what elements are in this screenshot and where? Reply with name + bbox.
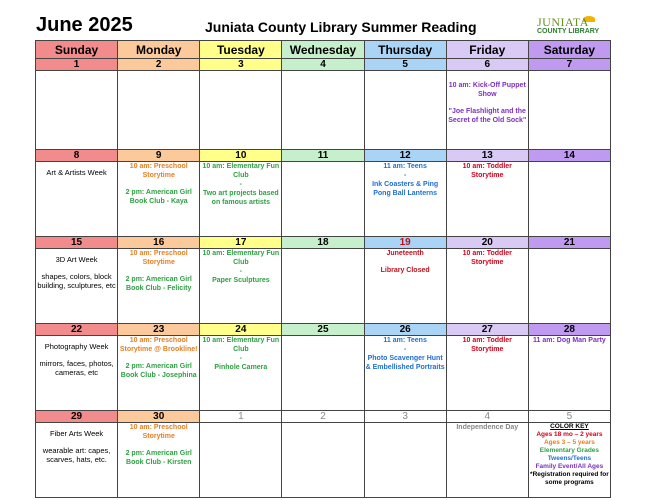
event-text: 10 am: Elementary Fun Club	[202, 337, 280, 353]
date-number: 1	[200, 411, 282, 423]
date-number: 4	[282, 59, 364, 71]
day-cell	[282, 336, 364, 411]
date-number: 22	[36, 324, 118, 336]
date-number: 7	[528, 59, 610, 71]
day-cell	[446, 423, 528, 498]
color-key-item: Tweens/Teens	[547, 455, 592, 462]
date-number: 15	[36, 237, 118, 249]
event-text: Library Closed	[380, 267, 430, 274]
day-cell	[200, 423, 282, 498]
logo-text-bottom: COUNTY LIBRARY	[537, 28, 600, 35]
day-cell	[118, 336, 200, 411]
color-key-item: Elementary Grades	[539, 447, 600, 454]
event-text: Fiber Arts Week	[49, 429, 104, 438]
date-number: 10	[200, 150, 282, 162]
day-cell	[200, 71, 282, 150]
weekday-monday: Monday	[118, 41, 200, 59]
color-key-item: Family Event/All Ages	[535, 463, 604, 470]
date-number-row	[36, 411, 611, 423]
date-number-row	[36, 324, 611, 336]
date-number: 3	[200, 59, 282, 71]
day-cell	[282, 423, 364, 498]
date-number: 27	[446, 324, 528, 336]
event-text: 10 am: Elementary Fun Club	[202, 250, 280, 266]
event-text: shapes, colors, block building, sculptures, etc	[37, 272, 116, 290]
weekday-tuesday: Tuesday	[200, 41, 282, 59]
date-number: 4	[446, 411, 528, 423]
day-cell	[118, 162, 200, 237]
date-number: 24	[200, 324, 282, 336]
date-number-row	[36, 237, 611, 249]
calendar-grid	[35, 40, 611, 498]
event-text: -	[403, 172, 407, 179]
day-cell	[118, 423, 200, 498]
event-text: 10 am: Preschool Storytime	[129, 250, 188, 266]
date-number: 23	[118, 324, 200, 336]
day-content-row	[36, 162, 611, 237]
event-text: Art & Artists Week	[46, 168, 107, 177]
weekday-wednesday: Wednesday	[282, 41, 364, 59]
day-cell	[200, 336, 282, 411]
calendar-subtitle: Juniata County Library Summer Reading	[205, 19, 477, 35]
event-text: -	[239, 268, 243, 275]
event-text: 10 am: Preschool Storytime	[129, 163, 188, 179]
day-cell	[528, 162, 610, 237]
date-number: 1	[36, 59, 118, 71]
event-text: Pinhole Camera	[214, 364, 268, 371]
event-text: mirrors, faces, photos, cameras, etc	[39, 359, 114, 377]
event-text: 3D Art Week	[55, 255, 98, 264]
day-cell	[118, 71, 200, 150]
date-number: 18	[282, 237, 364, 249]
date-number: 16	[118, 237, 200, 249]
date-number: 28	[528, 324, 610, 336]
color-key-item: Ages 3 – 5 years	[543, 439, 595, 446]
day-content-row	[36, 249, 611, 324]
day-cell	[282, 162, 364, 237]
date-number: 29	[36, 411, 118, 423]
day-cell	[282, 71, 364, 150]
page-title: June 2025	[36, 14, 133, 36]
event-text: 11 am: Dog Man Party	[533, 337, 606, 344]
date-number: 2	[282, 411, 364, 423]
date-number: 11	[282, 150, 364, 162]
day-cell	[364, 249, 446, 324]
event-text: 10 am: Elementary Fun Club	[202, 163, 280, 179]
color-key-item: *Registration required for some programs	[530, 471, 609, 486]
color-key-title: COLOR KEY	[550, 423, 589, 430]
date-number: 5	[364, 59, 446, 71]
day-cell	[36, 162, 118, 237]
date-number: 26	[364, 324, 446, 336]
day-cell	[282, 249, 364, 324]
logo-text-top: JUNIATA	[537, 15, 589, 29]
day-cell	[446, 249, 528, 324]
event-text: 2 pm: American Girl Book Club - Kirsten	[125, 450, 192, 466]
event-text: 10 am: Preschool Storytime @ Brookline!	[119, 337, 198, 353]
weekday-thursday: Thursday	[364, 41, 446, 59]
date-number: 25	[282, 324, 364, 336]
event-text: Photography Week	[44, 342, 109, 351]
day-content-row	[36, 423, 611, 498]
event-text: 2 pm: American Girl Book Club - Felicity	[125, 276, 192, 292]
event-text: Juneteenth	[386, 250, 424, 257]
day-cell	[528, 249, 610, 324]
event-text: 11 am: Teens	[383, 337, 427, 344]
date-number: 13	[446, 150, 528, 162]
day-cell	[200, 249, 282, 324]
date-number: 12	[364, 150, 446, 162]
date-number: 17	[200, 237, 282, 249]
event-text: 10 am: Kick-Off Puppet Show	[448, 82, 526, 98]
date-number: 2	[118, 59, 200, 71]
day-content-row	[36, 71, 611, 150]
date-number: 8	[36, 150, 118, 162]
event-text: -	[403, 346, 407, 353]
event-text: wearable art: capes, scarves, hats, etc.	[42, 446, 111, 464]
day-cell	[528, 423, 610, 498]
day-cell	[446, 162, 528, 237]
day-cell	[528, 71, 610, 150]
day-cell	[364, 71, 446, 150]
date-number-row	[36, 59, 611, 71]
day-cell	[118, 249, 200, 324]
color-key-item: Ages 18 mo – 2 years	[536, 431, 603, 438]
weekday-sunday: Sunday	[36, 41, 118, 59]
day-cell	[36, 71, 118, 150]
day-cell	[36, 249, 118, 324]
weekday-header-row	[36, 41, 611, 59]
date-number: 14	[528, 150, 610, 162]
event-text: "Joe Flashlight and the Secret of the Old Sock"	[448, 108, 527, 124]
date-number: 9	[118, 150, 200, 162]
event-text: 10 am: Preschool Storytime	[129, 424, 188, 440]
date-number: 5	[528, 411, 610, 423]
day-cell	[200, 162, 282, 237]
event-text: 10 am: Toddler Storytime	[462, 163, 512, 179]
day-cell	[36, 336, 118, 411]
event-text: Independence Day	[456, 424, 519, 431]
weekday-friday: Friday	[446, 41, 528, 59]
date-number-row	[36, 150, 611, 162]
event-text: Two art projects based on famous artists	[202, 190, 279, 206]
day-cell	[364, 162, 446, 237]
event-text: -	[239, 181, 243, 188]
event-text: Paper Sculptures	[212, 277, 270, 284]
day-cell	[446, 71, 528, 150]
date-number: 3	[364, 411, 446, 423]
event-text: 11 am: Teens	[383, 163, 427, 170]
day-cell	[364, 423, 446, 498]
day-cell	[446, 336, 528, 411]
day-cell	[528, 336, 610, 411]
event-text: -	[239, 355, 243, 362]
event-text: 2 pm: American Girl Book Club - Josephina	[120, 363, 197, 379]
event-text: 10 am: Toddler Storytime	[462, 250, 512, 266]
date-number: 6	[446, 59, 528, 71]
event-text: 2 pm: American Girl Book Club - Kaya	[125, 189, 192, 205]
date-number: 21	[528, 237, 610, 249]
event-text: Ink Coasters & Ping Pong Ball Lanterns	[372, 181, 439, 197]
weekday-saturday: Saturday	[528, 41, 610, 59]
day-cell	[364, 336, 446, 411]
date-number: 20	[446, 237, 528, 249]
day-cell	[36, 423, 118, 498]
date-number: 19	[364, 237, 446, 249]
event-text: 10 am: Toddler Storytime	[462, 337, 512, 353]
event-text: Photo Scavenger Hunt & Embellished Portraits	[365, 355, 445, 371]
library-logo	[533, 15, 603, 41]
day-content-row	[36, 336, 611, 411]
date-number: 30	[118, 411, 200, 423]
